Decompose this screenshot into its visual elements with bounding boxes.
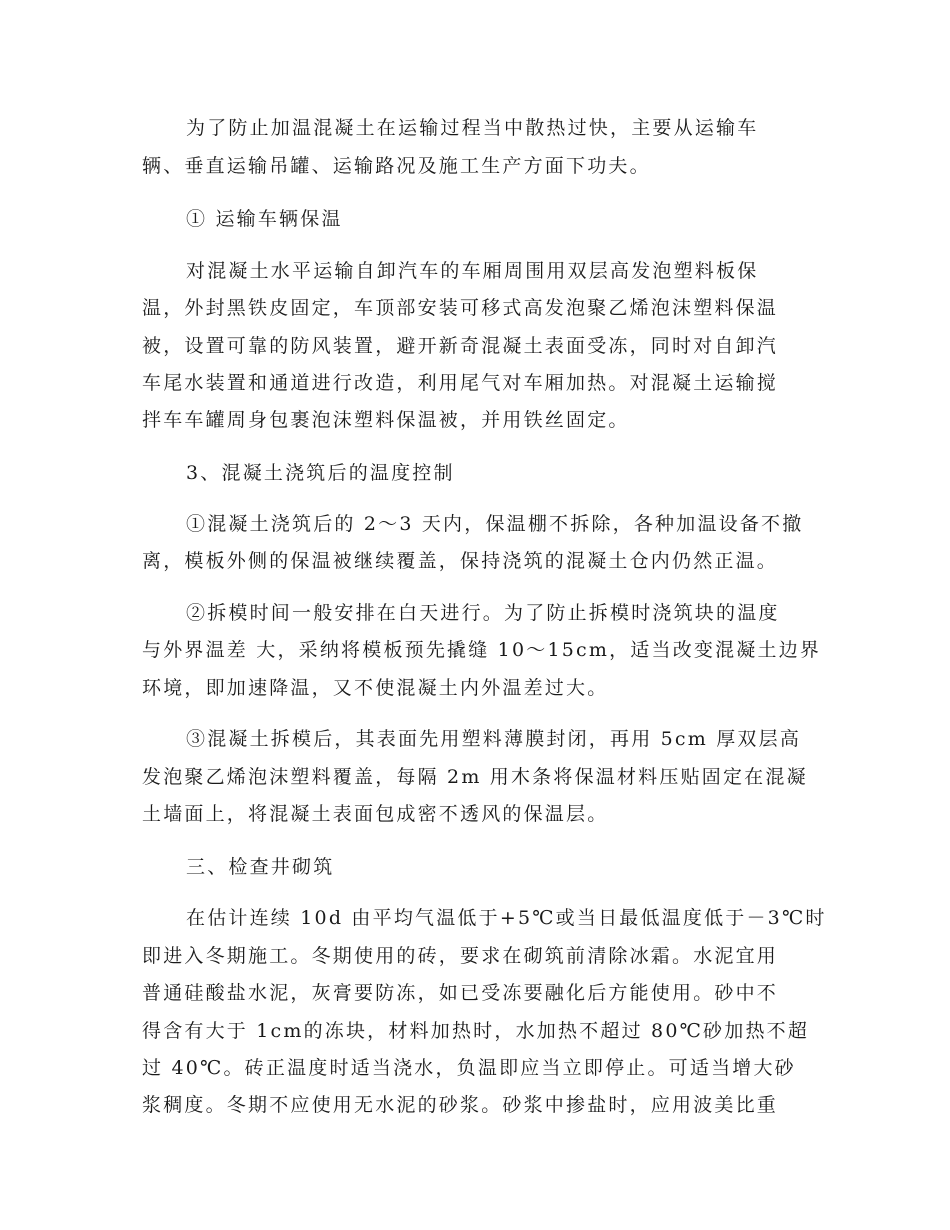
paragraph-text-line: 土墙面上，将混凝土表面包成密不透风的保温层。 bbox=[142, 803, 609, 825]
paragraph-text-line: 辆、垂直运输吊罐、运输路况及施工生产方面下功夫。 bbox=[142, 155, 651, 177]
paragraph-text-line: 为了防止加温混凝土在运输过程当中散热过快，主要从运输车 bbox=[186, 117, 759, 139]
paragraph-text-line: ②拆模时间一般安排在白天进行。为了防止拆模时浇筑块的温度 bbox=[186, 602, 780, 624]
paragraph-text-line: 过 40℃。砖正温度时适当浇水，负温即应当立即停止。可适当增大砂 bbox=[142, 1057, 796, 1079]
paragraph-text-line: 普通硅酸盐水泥，灰膏要防冻，如已受冻要融化后方能使用。砂中不 bbox=[142, 982, 779, 1004]
paragraph-text-line: 与外界温差 大，采纳将模板预先撬缝 10～15cm，适当改变混凝土边界 bbox=[142, 639, 822, 661]
paragraph-text-line: 离，模板外侧的保温被继续覆盖，保持浇筑的混凝土仓内仍然正温。 bbox=[142, 550, 779, 572]
paragraph-text-line: 得含有大于 1cm的冻块，材料加热时，水加热不超过 80℃砂加热不超 bbox=[142, 1020, 810, 1042]
paragraph-text-line: ③混凝土拆模后，其表面先用塑料薄膜封闭，再用 5cm 厚双层高 bbox=[186, 728, 802, 750]
paragraph-text-line: 拌车车罐周身包裹泡沫塑料保温被，并用铁丝固定。 bbox=[142, 409, 630, 431]
section-heading: 3、混凝土浇筑后的温度控制 bbox=[186, 462, 455, 484]
section-heading: ① 运输车辆保温 bbox=[186, 208, 343, 230]
paragraph-text-line: 温，外封黑铁皮固定，车顶部安装可移式高发泡聚乙烯泡沫塑料保温 bbox=[142, 297, 779, 319]
paragraph-text-line: 发泡聚乙烯泡沫塑料覆盖，每隔 2m 用木条将保温材料压贴固定在混凝 bbox=[142, 766, 808, 788]
paragraph-text-line: 即进入冬期施工。冬期使用的砖，要求在砌筑前清除冰霜。水泥宜用 bbox=[142, 945, 779, 967]
paragraph-text-line: 被，设置可靠的防风装置，避开新奇混凝土表面受冻，同时对自卸汽 bbox=[142, 335, 779, 357]
paragraph-text-line: 车尾水装置和通道进行改造，利用尾气对车厢加热。对混凝土运输搅 bbox=[142, 372, 779, 394]
paragraph-text-line: 在估计连续 10d 由平均气温低于+5℃或当日最低温度低于－3℃时 bbox=[186, 907, 827, 929]
section-heading: 三、检查井砌筑 bbox=[186, 856, 335, 878]
paragraph-text-line: 环境，即加速降温，又不使混凝土内外温差过大。 bbox=[142, 677, 609, 699]
paragraph-text-line: ①混凝土浇筑后的 2～3 天内，保温棚不拆除，各种加温设备不撤 bbox=[186, 513, 804, 535]
paragraph-text-line: 浆稠度。冬期不应使用无水泥的砂浆。砂浆中掺盐时，应用波美比重 bbox=[142, 1094, 779, 1116]
paragraph-text-line: 对混凝土水平运输自卸汽车的车厢周围用双层高发泡塑料板保 bbox=[186, 260, 759, 282]
